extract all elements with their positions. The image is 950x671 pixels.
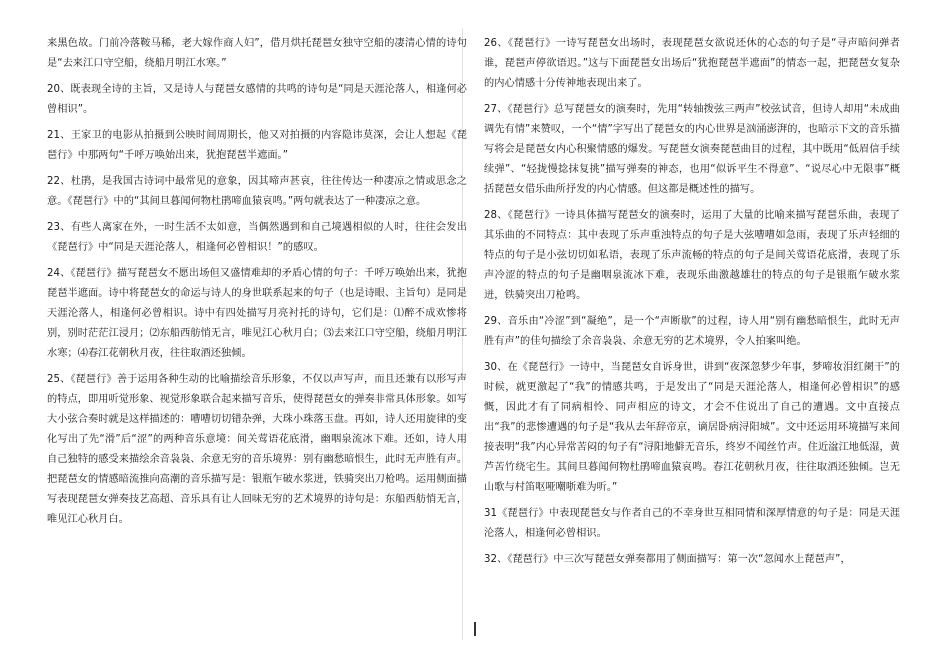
right-column: [484, 34, 900, 576]
question-paragraph: 25、《琵琶行》善于运用各种生动的比喻描绘音乐形象，不仅以声写声，而且还兼有以形写声的特点，即用听觉形象、视觉形象联合起来描写音乐，使得琵琶女的弹奏非常具体形象。如写大小弦合奏时就是这样描述的：嘈嘈切切错杂弹，大珠小珠落玉盘。再如，诗人还用旋律的变化写出了先“滑”后“涩”的两种音乐意境：间关莺语花底滑，幽咽泉流冰下难。还如，诗人用自己独特的感受来描绘余音袅袅、余意无穷的音乐境界：别有幽愁暗恨生，此时无声胜有声。把琵琶女的情感暗流推向高潮的音乐描写是：银瓶乍破水浆迸，铁骑突出刀枪鸣。运用侧面描写表现琵琶女弹奏技艺高超、音乐具有让人回味无穷的艺术境界的诗句是：东船西舫悄无言，唯见江心秋月白。: [47, 374, 467, 525]
question-paragraph: 20、既表现全诗的主旨，又是诗人与琵琶女感情的共鸣的诗句是“同是天涯沦落人，相逢何必曾相识”。: [47, 84, 467, 115]
question-paragraph: 31《琵琶行》中表现琵琶女与作者自己的不幸身世互相同情和深厚情意的句子是：同是天涯沦落人，相逢何必曾相识。: [484, 508, 900, 539]
question-paragraph: 26、《琵琶行》一诗写琵琶女出场时，表现琵琶女欲说还休的心态的句子是“寻声暗问弹者谁，琵琶声停欲语迟。”这与下面琵琶女出场后“犹抱琵琶半遮面”的情态一起，把琵琶女复杂的内心情感十分传神地表现出来了。: [484, 38, 900, 89]
question-paragraph: 27、《琵琶行》总写琵琶女的演奏时，先用“转轴拨弦三两声”校弦试音，但诗人却用“未成曲调先有情”来赞叹，一个“情”字写出了琵琶女的内心世界是汹涌澎湃的，也暗示下文的音乐描写将会是琵琶女内心积聚情感的爆发。写琵琶女演奏琵琶曲目的过程，其中既用“低眉信手续续弹”、“轻拢慢捻抹复挑”描写弹奏的神态，也用“似诉平生不得意”、“说尽心中无限事”概括琵琶女借乐曲所抒发的内心情感。但这都是概述性的描写。: [484, 104, 900, 195]
question-paragraph: 21、王家卫的电影从拍摄到公映时间周期长，他又对拍摄的内容隐讳莫深，会让人想起《琵琶行》中那两句“千呼万唤始出来，犹抱琵琶半遮面。”: [47, 130, 467, 161]
question-paragraph: 29、音乐由“冷涩”到“凝绝”，是一个“声断歇”的过程，诗人用“别有幽愁暗恨生，此时无声胜有声”的佳句描绘了余音袅袅、余意无穷的艺术境界，令人拍案叫绝。: [484, 316, 900, 347]
question-paragraph: 28、《琵琶行》一诗具体描写琵琶女的演奏时，运用了大量的比喻来描写琵琶乐曲，表现了其乐曲的不同特点：其中表现了乐声重浊特点的句子是大弦嘈嘈如急雨，表现了乐声轻细的特点的句子是小弦切切如私语，表现了乐声流畅的特点的句子是间关莺语花底滑，表现了乐声冷涩的特点的句子是幽咽泉流冰下难，表现乐曲激越雄壮的特点的句子是银瓶乍破水浆迸，铁骑突出刀枪鸣。: [484, 210, 900, 301]
left-column: [47, 34, 467, 536]
question-paragraph: 23、有些人离家在外，一时生活不太如意，当偶然遇到和自己境遇相似的人时，往往会发出《琵琶行》中“同是天涯沦落人，相逢何必曾相识！”的感叹。: [47, 222, 467, 253]
cursor-mark: [474, 622, 476, 636]
question-paragraph: 24、《琵琶行》描写琵琶女不愿出场但又盛情难却的矛盾心情的句子：千呼万唤始出来，犹抱琵琶半遮面。诗中将琵琶女的命运与诗人的身世联系起来的句子（也是诗眼、主旨句）是同是天涯沦落人，相逢何必曾相识。诗中有四处描写月亮衬托的诗句，它们是：⑴醉不成欢惨将别，别时茫茫江浸月；⑵东船西舫悄无言，唯见江心秋月白；⑶去来江口守空船，绕船月明江水寒；⑷春江花朝秋月夜，往往取酒还独倾。: [47, 268, 467, 359]
question-paragraph: 来黑色故。门前冷落鞍马稀，老大嫁作商人妇”，借月烘托琵琶女独守空船的凄清心情的诗句是“去来江口守空船，绕船月明江水寒。”: [47, 38, 467, 69]
question-paragraph: 22、杜鹃，是我国古诗词中最常见的意象，因其啼声甚哀，往往传达一种凄凉之情或思念之意。《琵琶行》中的“其间旦暮闻何物杜鹃啼血猿哀鸣。”两句就表达了一种凄凉之意。: [47, 176, 467, 207]
question-paragraph: 30、在《琵琶行》一诗中，当琵琶女自诉身世，讲到“夜深忽梦少年事，梦啼妆泪红阑干”的时候，就更激起了“我”的情感共鸣，于是发出了“同是天涯沦落人，相逢何必曾相识”的感慨，因此才有了同病相怜、同声相应的诗文，才会不住说出了自己的遭遇。文中直接点出“我”的悲惨遭遇的句子是“我从去年辞帝京，谪居卧病浔阳城”。文中还运用环境描写来间接表明“我”内心异常苦闷的句子有“浔阳地僻无音乐，终岁不闻丝竹声。住近湓江地低湿，黄芦苦竹绕宅生。其间旦暮闻何物杜鹃啼血猿哀鸣。春江花朝秋月夜，往往取酒还独倾。岂无山歌与村笛呕哑嘲哳难为听。”: [484, 362, 900, 493]
question-paragraph: 32、《琵琶行》中三次写琵琶女弹奏都用了侧面描写：第一次“忽闻水上琵琶声”，: [484, 554, 851, 565]
